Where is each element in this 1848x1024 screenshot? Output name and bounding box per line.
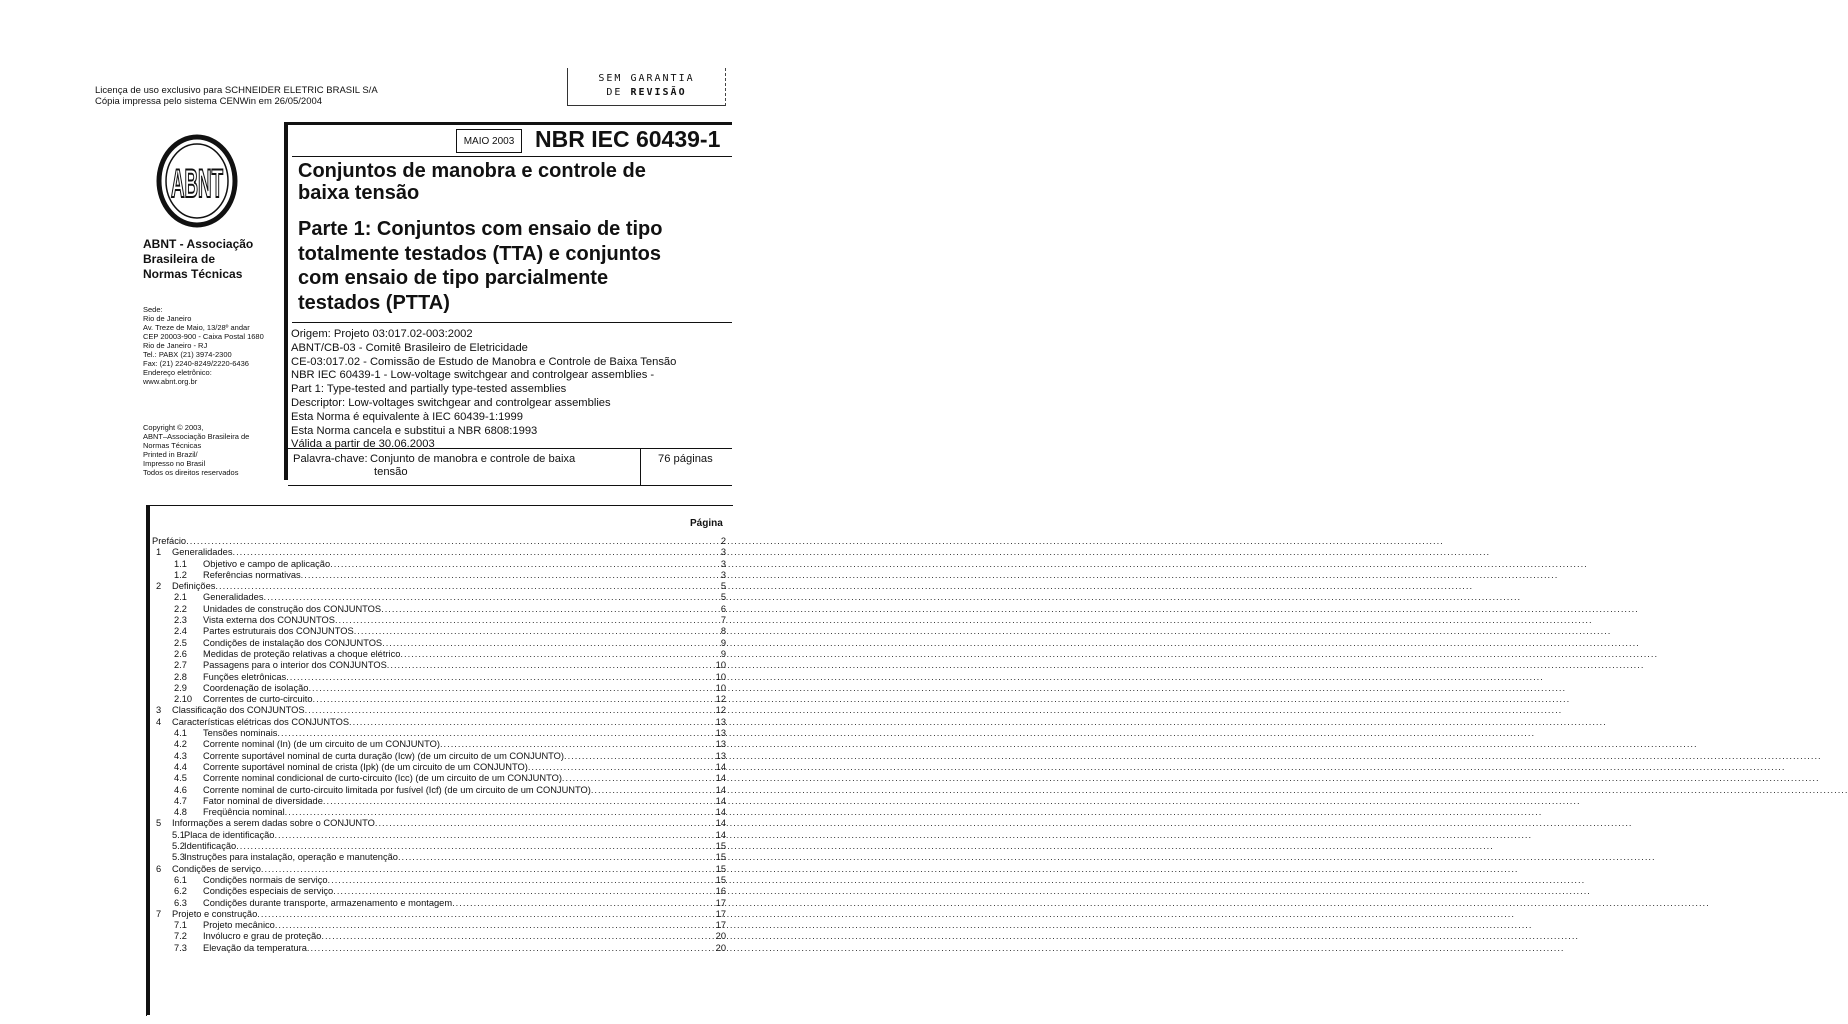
toc-entry-title: Condições normais de serviço [203, 874, 328, 885]
toc-entry-title: Elevação da temperatura [203, 942, 307, 953]
toc-entry-number: 6.3 [174, 897, 187, 908]
toc-entry-number: 2.4 [174, 626, 187, 637]
toc-entry-number: 6 [156, 863, 162, 874]
toc-entry-title: Projeto e construção [172, 908, 258, 919]
toc-entry[interactable] [152, 773, 726, 784]
toc-leader-dots [274, 830, 1532, 841]
toc-entry-title: Tensões nominais [203, 728, 278, 739]
toc-entry[interactable] [152, 705, 726, 716]
toc-entry-number: 2 [156, 581, 162, 592]
toc-entry-title: Projeto mecânico [203, 920, 275, 931]
toc-entry[interactable] [152, 626, 726, 637]
toc-entry-title: Condições especiais de serviço [203, 886, 334, 897]
toc-entry[interactable] [152, 874, 726, 886]
toc-entry-title: Partes estruturais dos CONJUNTOS [203, 626, 354, 637]
toc-leader-dots [562, 773, 1820, 784]
toc-entry-page: 15 [715, 852, 726, 863]
toc-leader-dots [452, 898, 1710, 909]
toc-leader-dots [301, 570, 1559, 581]
sede-line: Rio de Janeiro - RJ [143, 341, 208, 350]
toc-leader-dots [564, 751, 1822, 762]
toc-leader-dots [349, 717, 1607, 728]
license-line-1: Licença de uso exclusivo para SCHNEIDER ELETRIC BRASIL S/A [95, 85, 378, 96]
toc-leader-dots [328, 875, 1586, 886]
toc-leader-dots [330, 559, 1588, 570]
toc-entry-title: Objetivo e campo de aplicação [203, 558, 331, 569]
toc-entry-title: Corrente nominal de curto-circuito limitada por fusível (Icf) (de um circuito de um CONJUNTO) [203, 784, 591, 795]
toc-entry-title: Vista externa dos CONJUNTOS [203, 615, 335, 626]
part-line-3: com ensaio de tipo parcialmente [298, 267, 609, 289]
info-rule [292, 322, 732, 323]
stamp-line-2-a: DE [606, 87, 623, 98]
toc-entry-number: 6.2 [174, 886, 187, 897]
toc-entry-title: Generalidades [172, 547, 233, 558]
toc-leader-dots [275, 920, 1533, 931]
document-title [298, 160, 728, 204]
toc-leader-dots [321, 931, 1579, 942]
toc-entry-number: 4.7 [174, 795, 187, 806]
toc-entry-page: 17 [715, 908, 726, 919]
sede-line: Fax: (21) 2240-8249/2220-6436 [143, 359, 249, 368]
toc-entry[interactable] [152, 592, 726, 603]
toc-entry[interactable] [152, 660, 726, 671]
toc-leader-dots [261, 864, 1519, 875]
toc-left-rule [146, 505, 150, 1015]
copyright-line: Todos os direitos reservados [143, 468, 239, 477]
toc-entry-page: 5 [720, 581, 726, 592]
toc-leader-dots [381, 604, 1639, 615]
title-line-2: baixa tensão [298, 182, 420, 204]
toc-entry-page: 3 [720, 569, 726, 580]
headquarters-address [143, 305, 283, 386]
copyright-line: ABNT–Associação Brasileira de [143, 432, 250, 441]
toc-entry[interactable] [152, 829, 726, 841]
toc-entry-title: Informações a serem dadas sobre o CONJUNTO [172, 818, 375, 829]
license-notice [95, 85, 378, 107]
toc-entry-number: 2.10 [174, 694, 193, 705]
toc-entry-page: 14 [715, 784, 726, 795]
sede-line: Av. Treze de Maio, 13/28º andar [143, 323, 250, 332]
copyright-line: Normas Técnicas [143, 441, 202, 450]
toc-entry-page: 10 [715, 682, 726, 693]
header-vertical-rule [284, 122, 288, 480]
toc-entry-title: Condições de serviço [172, 863, 261, 874]
toc-entry-title: Condições de instalação dos CONJUNTOS [203, 637, 383, 648]
toc-entry-number: 4.6 [174, 784, 187, 795]
toc-entry-number: 1.2 [174, 569, 187, 580]
toc-entry[interactable] [152, 920, 726, 931]
publication-date: MAIO 2003 [456, 129, 522, 153]
toc-entry-title: Funções eletrônicas [203, 671, 287, 682]
toc-entry[interactable] [152, 942, 726, 954]
toc-leader-dots [232, 547, 1490, 558]
document-info [291, 328, 731, 452]
toc-entry-number: 6.1 [174, 874, 187, 885]
toc-entry-page: 15 [715, 874, 726, 885]
sede-line: Tel.: PABX (21) 3974-2300 [143, 350, 232, 359]
toc-entry[interactable] [152, 547, 726, 558]
toc-entry-page: 20 [715, 942, 726, 953]
toc-leader-dots [398, 852, 1656, 863]
toc-entry-page: 13 [715, 739, 726, 750]
toc-entry-number: 4.5 [174, 773, 187, 784]
toc-entry-number: 2.5 [174, 637, 187, 648]
keywords-value [370, 453, 620, 479]
info-committee: ABNT/CB-03 - Comitê Brasileiro de Eletricidade [291, 341, 528, 354]
toc-entry[interactable] [152, 739, 726, 750]
toc-entry[interactable] [152, 818, 726, 829]
toc-entry-number: 7.2 [174, 931, 187, 942]
toc-entry-number: 7 [156, 908, 162, 919]
toc-entry[interactable] [152, 682, 726, 694]
toc-entry-number: 2.3 [174, 615, 187, 626]
toc-leader-dots [375, 818, 1633, 829]
table-of-contents [152, 536, 726, 954]
toc-entry-title: Placa de identificação [184, 829, 275, 840]
stamp-line-2-b: REVISÃO [630, 87, 687, 98]
toc-entry-page: 17 [715, 897, 726, 908]
info-equivalence: Esta Norma é equivalente à IEC 60439-1:1999 [291, 410, 523, 423]
toc-entry[interactable] [152, 716, 726, 728]
toc-entry-title: Definições [172, 581, 216, 592]
toc-leader-dots [263, 592, 1521, 603]
info-valid-from: Válida a partir de 30.06.2003 [291, 438, 435, 451]
toc-entry[interactable] [152, 569, 726, 581]
toc-entry-number: 4.1 [174, 728, 187, 739]
logo-text: ABNT [171, 162, 223, 206]
toc-leader-dots [277, 728, 1535, 739]
toc-entry[interactable] [152, 581, 726, 592]
toc-entry-title: Corrente suportável nominal de crista (Ipk) (de um circuito de um CONJUNTO) [203, 761, 528, 772]
title-line-1: Conjuntos de manobra e controle de [298, 160, 646, 182]
toc-entry-page: 14 [715, 807, 726, 818]
toc-entry-title: Unidades de construção dos CONJUNTOS [203, 603, 382, 614]
sede-line: Sede: [143, 305, 163, 314]
toc-entry-number: 2.9 [174, 682, 187, 693]
toc-leader-dots [286, 672, 1544, 683]
org-name-line-3: Normas Técnicas [143, 267, 243, 281]
keywords-value-line-1: Conjunto de manobra e controle de baixa [370, 453, 576, 465]
toc-entry-page: 3 [720, 547, 726, 558]
toc-entry[interactable] [152, 750, 726, 762]
toc-entry-page: 12 [715, 705, 726, 716]
toc-entry-number: 2.2 [174, 603, 187, 614]
toc-entry-number: 2.7 [174, 660, 187, 671]
keywords-label: Palavra-chave: [293, 453, 368, 465]
toc-entry-number: 2.1 [174, 592, 187, 603]
toc-entry-page: 3 [720, 558, 726, 569]
toc-leader-dots [354, 626, 1612, 637]
part-line-2: totalmente testados (TTA) e conjuntos [298, 242, 661, 265]
toc-page-header: Página [690, 518, 723, 529]
toc-entry-page: 5 [720, 592, 726, 603]
toc-entry[interactable] [152, 761, 726, 773]
website-link[interactable]: www.abnt.org.br [143, 377, 198, 386]
toc-entry-page: 9 [720, 648, 726, 659]
toc-entry[interactable] [152, 886, 726, 897]
toc-entry-number: 2.8 [174, 671, 187, 682]
copyright-line: Copyright © 2003, [143, 423, 204, 432]
toc-entry-page: 13 [715, 728, 726, 739]
toc-leader-dots [305, 705, 1563, 716]
info-origin: Origem: Projeto 03:017.02-003:2002 [291, 328, 473, 340]
part-line-1: Parte 1: Conjuntos com ensaio de tipo [298, 218, 663, 240]
toc-entry-number: 5.2 [172, 841, 185, 852]
toc-leader-dots [382, 638, 1640, 649]
toc-entry-title: Corrente nominal (In) (de um circuito de um CONJUNTO) [203, 739, 440, 750]
toc-entry-page: 13 [715, 750, 726, 761]
toc-entry-title: Passagens para o interior dos CONJUNTOS [203, 660, 387, 671]
toc-leader-dots [333, 886, 1591, 897]
copyright-line: Impresso no Brasil [143, 459, 206, 468]
toc-entry-number: 1.1 [174, 558, 187, 569]
toc-entry-page: 8 [720, 626, 726, 637]
org-name-line-2: Brasileira de [143, 252, 216, 266]
toc-entry-number: 4.4 [174, 761, 187, 772]
toc-leader-dots [313, 694, 1571, 705]
toc-entry-page: 10 [715, 660, 726, 671]
toc-entry-number: 7.1 [174, 920, 187, 931]
page-count: 76 páginas [658, 453, 713, 465]
toc-entry-title: Generalidades [203, 592, 264, 603]
toc-entry-page: 7 [720, 615, 726, 626]
toc-entry-page: 16 [715, 886, 726, 897]
toc-entry[interactable] [152, 931, 726, 942]
toc-entry-page: 15 [715, 841, 726, 852]
toc-entry-page: 6 [720, 603, 726, 614]
toc-leader-dots [236, 841, 1494, 852]
toc-entry[interactable] [152, 637, 726, 649]
toc-entry-title: Corrente nominal condicional de curto-circuito (Icc) (de um circuito de um CONJUNTO) [203, 773, 562, 784]
toc-entry-title: Correntes de curto-circuito [203, 694, 313, 705]
keywords-box [288, 448, 732, 486]
toc-leader-dots [186, 536, 1444, 547]
toc-entry[interactable] [152, 852, 726, 863]
toc-leader-dots [307, 943, 1565, 954]
toc-entry-page: 14 [715, 818, 726, 829]
toc-entry-title: Instruções para instalação, operação e manutenção [184, 852, 398, 863]
toc-entry-title: Medidas de proteção relativas a choque elétrico [203, 648, 401, 659]
info-english-title-2: Part 1: Type-tested and partially type-tested assemblies [291, 383, 567, 396]
toc-entry[interactable] [152, 648, 726, 660]
keywords-value-line-2: tensão [374, 466, 408, 478]
toc-entry-number: 4.2 [174, 739, 187, 750]
toc-leader-dots [335, 615, 1593, 626]
toc-entry-number: 5.3 [172, 852, 185, 863]
stamp-line-1: SEM GARANTIA [598, 73, 695, 84]
toc-entry-page: 20 [715, 931, 726, 942]
sede-line: Endereço eletrônico: [143, 368, 212, 377]
header-top-rule [284, 122, 732, 125]
toc-entry[interactable] [152, 694, 726, 705]
toc-entry[interactable] [152, 841, 726, 852]
abnt-logo [143, 133, 251, 229]
stamp-line-2 [568, 86, 725, 100]
toc-leader-dots [440, 739, 1698, 750]
toc-entry-number: 5.1 [172, 829, 185, 840]
toc-entry[interactable] [152, 603, 726, 615]
info-replaces: Esta Norma cancela e substitui a NBR 6808:1993 [291, 424, 538, 437]
copyright-line: Printed in Brazil/ [143, 450, 198, 459]
toc-leader-dots [323, 796, 1581, 807]
toc-entry-page: 17 [715, 920, 726, 931]
toc-entry-number: 1 [156, 547, 162, 558]
toc-entry-number: 4 [156, 716, 162, 727]
toc-entry-title: Invólucro e grau de proteção [203, 931, 322, 942]
toc-entry[interactable] [152, 536, 726, 547]
toc-entry-number: 3 [156, 705, 162, 716]
toc-leader-dots [215, 581, 1473, 592]
keywords-separator [640, 449, 641, 485]
toc-entry-page: 9 [720, 637, 726, 648]
toc-entry-title: Identificação [184, 841, 237, 852]
toc-entry-title: Corrente suportável nominal de curta duração (Icw) (de um circuito de um CONJUNTO) [203, 750, 564, 761]
toc-entry-page: 13 [715, 716, 726, 727]
toc-entry[interactable] [152, 558, 726, 570]
part-line-4: testados (PTTA) [298, 291, 450, 314]
info-descriptor: Descriptor: Low-voltages switchgear and controlgear assemblies [291, 396, 611, 409]
toc-entry-title: Fator nominal de diversidade [203, 795, 323, 806]
toc-leader-dots [285, 807, 1543, 818]
sede-line: CEP 20003-900 - Caixa Postal 1680 [143, 332, 264, 341]
toc-entry-title: Freqüência nominal [203, 807, 285, 818]
toc-entry[interactable] [152, 784, 726, 796]
title-rule [292, 156, 732, 157]
toc-entry[interactable] [152, 728, 726, 739]
toc-leader-dots [591, 785, 1848, 796]
toc-entry-title: Coordenação de isolação [203, 682, 309, 693]
toc-entry[interactable] [152, 615, 726, 626]
toc-entry-title: Prefácio [152, 536, 187, 546]
toc-entry[interactable] [152, 863, 726, 875]
toc-entry-page: 14 [715, 795, 726, 806]
toc-entry-title: Classificação dos CONJUNTOS [172, 705, 305, 716]
toc-entry-number: 4.8 [174, 807, 187, 818]
toc-entry-title: Características elétricas dos CONJUNTOS [172, 716, 350, 727]
toc-entry-page: 14 [715, 773, 726, 784]
toc-leader-dots [308, 683, 1566, 694]
sede-line: Rio de Janeiro [143, 314, 192, 323]
toc-entry-page: 14 [715, 829, 726, 840]
toc-entry[interactable] [152, 795, 726, 807]
toc-leader-dots [257, 909, 1515, 920]
toc-leader-dots [400, 649, 1658, 660]
toc-entry[interactable] [152, 897, 726, 909]
toc-entry-number: 2.6 [174, 648, 187, 659]
info-commission: CE-03:017.02 - Comissão de Estudo de Manobra e Controle de Baixa Tensão [291, 355, 677, 368]
document-part-title [298, 217, 728, 315]
toc-entry-number: 5 [156, 818, 162, 829]
toc-entry-number: 4.3 [174, 750, 187, 761]
toc-entry-page: 12 [715, 694, 726, 705]
toc-entry[interactable] [152, 671, 726, 683]
license-line-2: Cópia impressa pelo sistema CENWin em 26/05/2004 [95, 96, 323, 107]
toc-entry[interactable] [152, 908, 726, 920]
toc-entry-page: 14 [715, 761, 726, 772]
toc-entry-page: 2 [720, 536, 726, 546]
toc-entry-title: Condições durante transporte, armazenamento e montagem [203, 897, 453, 908]
info-english-title-1: NBR IEC 60439-1 - Low-voltage switchgear and controlgear assemblies - [291, 369, 655, 382]
toc-entry[interactable] [152, 807, 726, 818]
toc-entry-title: Referências normativas [203, 569, 301, 580]
toc-entry-page: 10 [715, 671, 726, 682]
standard-code: NBR IEC 60439-1 [535, 126, 721, 152]
org-name-line-1: ABNT - Associação [143, 237, 254, 251]
org-name [143, 237, 283, 282]
no-warranty-stamp [567, 68, 726, 106]
toc-entry-page: 15 [715, 863, 726, 874]
toc-leader-dots [387, 660, 1645, 671]
toc-entry-number: 7.3 [174, 942, 187, 953]
copyright-notice [143, 423, 283, 477]
